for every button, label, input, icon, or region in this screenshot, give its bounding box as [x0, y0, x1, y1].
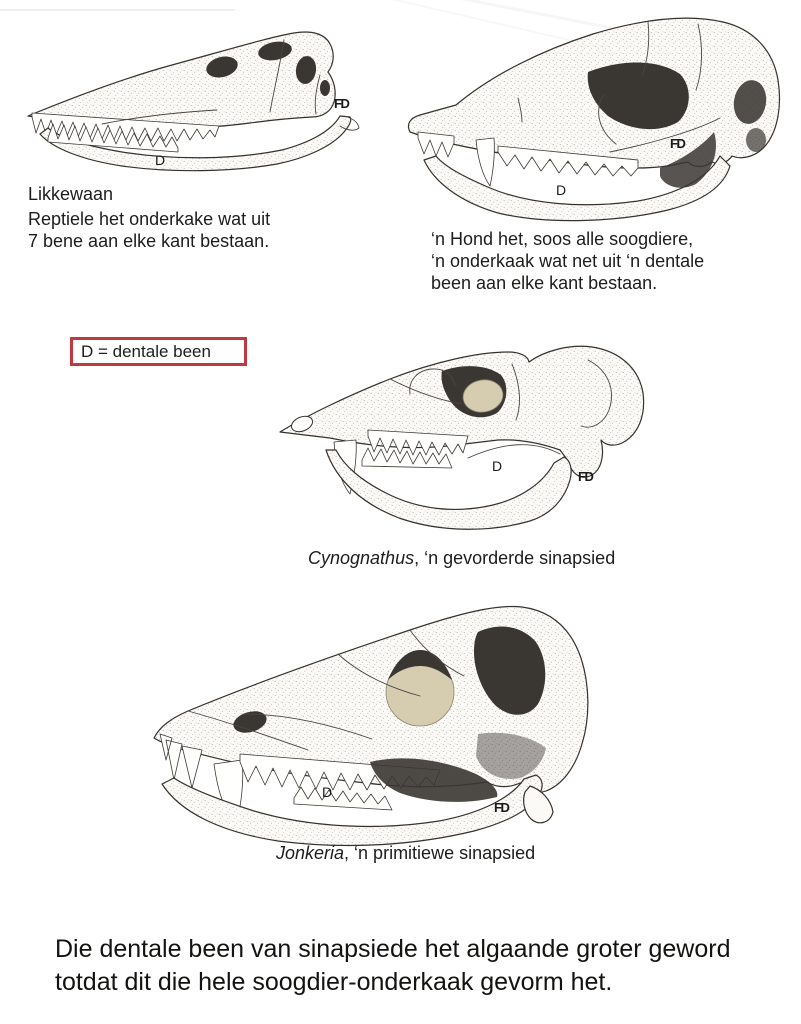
footer-paragraph [55, 933, 731, 999]
incisor-teeth [418, 132, 454, 157]
hond-description [431, 228, 704, 294]
fd-label: FD [578, 469, 593, 484]
cynognathus-caption [308, 548, 615, 569]
likkewaan-description [28, 208, 270, 252]
cynognathus-caption-rest: , ‘n gevorderde sinapsied [414, 548, 616, 568]
jaw-hook [524, 786, 553, 823]
cynognathus-skull-illustration [272, 322, 660, 540]
scan-artifact-line [0, 9, 235, 11]
jonkeria-caption [276, 843, 535, 864]
dentary-label: D [322, 784, 333, 800]
fd-label: FD [670, 136, 685, 151]
jonkeria-skull-illustration [148, 582, 600, 847]
dentary-label: D [492, 458, 503, 474]
jonkeria-caption-rest: , ‘n primitiewe sinapsied [344, 843, 536, 863]
dentary-label: D [155, 152, 166, 168]
fd-label: FD [494, 800, 509, 815]
likkewaan-desc-line1: Reptiele het onderkake wat uit [28, 209, 271, 229]
hond-skull-figure [398, 10, 796, 228]
canine-tooth [476, 138, 494, 186]
likkewaan-skull-figure [22, 20, 367, 190]
cynognathus-skull-figure [272, 322, 660, 540]
likkewaan-title: Likkewaan [28, 184, 114, 204]
legend-box [70, 337, 247, 366]
hond-desc-line3: been aan elke kant bestaan. [431, 273, 658, 293]
fd-label: FD [334, 96, 349, 111]
jonkeria-skull-figure [148, 582, 600, 847]
jonkeria-caption-name: Jonkeria [276, 843, 345, 863]
legend-text: D = dentale been [81, 341, 211, 361]
likkewaan-skull-illustration [22, 20, 367, 190]
lower-teeth [294, 787, 392, 810]
hond-desc-line2: ‘n onderkaak wat net uit ‘n dentale [431, 251, 705, 271]
footer-line2: totdat dit die hele soogdier-onderkaak gevorm het. [55, 968, 613, 996]
footer-line1: Die dentale been van sinapsiede het algaande groter geword [55, 935, 731, 963]
cynognathus-caption-name: Cynognathus [308, 548, 415, 568]
likkewaan-desc-line2: 7 bene aan elke kant bestaan. [28, 231, 270, 251]
hond-desc-line1: ‘n Hond het, soos alle soogdiere, [431, 229, 694, 249]
dentary-label: D [556, 182, 567, 198]
hond-skull-illustration [398, 10, 796, 228]
